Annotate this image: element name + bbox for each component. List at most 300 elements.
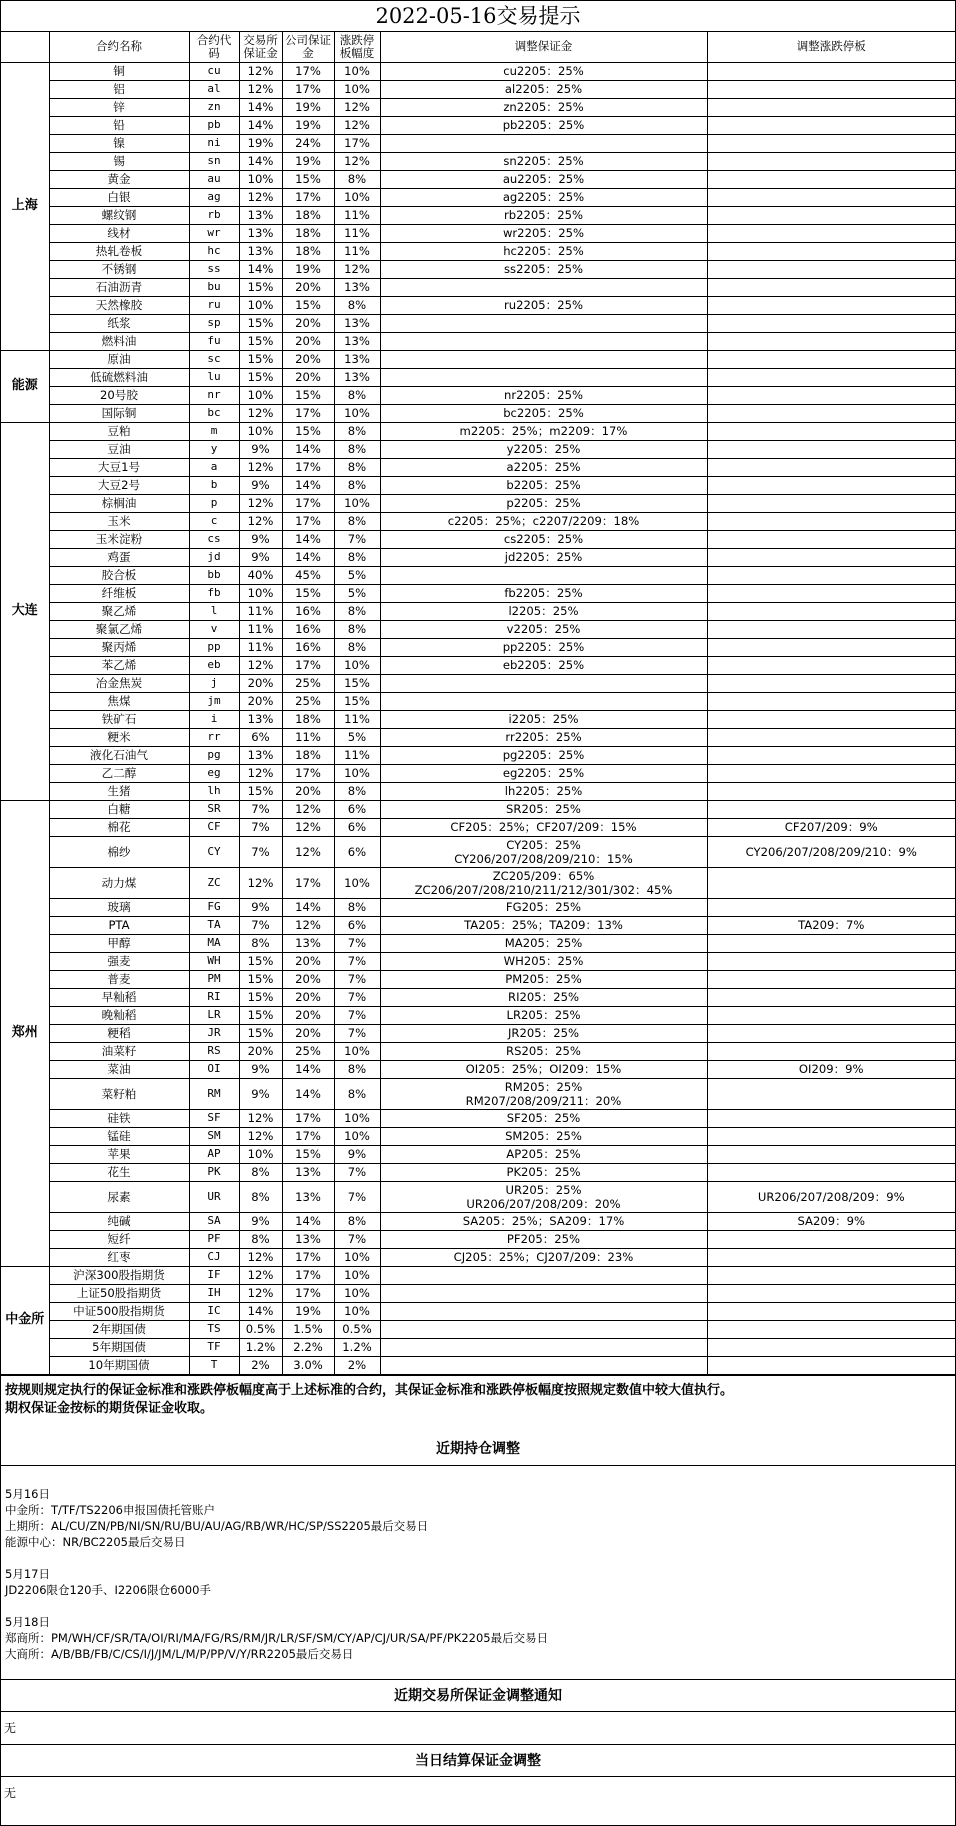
company-margin: 18% [282, 206, 334, 224]
contract-code: RM [189, 1078, 239, 1109]
exchange-margin: 19% [239, 134, 282, 152]
price-limit: 2% [334, 1356, 380, 1374]
table-row [1, 952, 955, 970]
table-row [1, 656, 955, 674]
adjusted-limit: UR206/207/208/209：9% [707, 1181, 955, 1212]
company-margin: 19% [282, 1302, 334, 1320]
contract-name: PTA [49, 916, 189, 934]
adjusted-margin: lh2205：25% [380, 782, 707, 800]
adjusted-margin [380, 1320, 707, 1338]
contract-name: 大豆2号 [49, 476, 189, 494]
company-margin: 18% [282, 224, 334, 242]
price-limit: 10% [334, 867, 380, 898]
exchange-margin: 12% [239, 1248, 282, 1266]
adjusted-limit [707, 988, 955, 1006]
cell-line: RM205：25% [504, 1079, 583, 1094]
adjusted-margin: zn2205：25% [380, 98, 707, 116]
settlement-margin-title: 当日结算保证金调整 [1, 1744, 955, 1777]
table-row [1, 224, 955, 242]
exchange-margin: 15% [239, 332, 282, 350]
contract-code: WH [189, 952, 239, 970]
table-row [1, 782, 955, 800]
adjusted-margin: SF205：25% [380, 1109, 707, 1127]
contract-name: 白银 [49, 188, 189, 206]
adjusted-limit [707, 350, 955, 368]
contract-code: UR [189, 1181, 239, 1212]
header-code: 合约代码 [189, 32, 239, 62]
company-margin: 12% [282, 836, 334, 867]
exchange-margin: 13% [239, 206, 282, 224]
contract-name: 聚氯乙烯 [49, 620, 189, 638]
exchange-margin: 12% [239, 1127, 282, 1145]
company-margin: 15% [282, 170, 334, 188]
contract-name: 中证500股指期货 [49, 1302, 189, 1320]
contract-code: jd [189, 548, 239, 566]
exchange-margin: 11% [239, 602, 282, 620]
adjusted-margin: rr2205：25% [380, 728, 707, 746]
price-limit: 8% [334, 620, 380, 638]
adjusted-limit [707, 746, 955, 764]
position-section-body [1, 1466, 955, 1679]
position-entry [5, 1566, 951, 1598]
adjusted-limit [707, 1302, 955, 1320]
company-margin: 20% [282, 278, 334, 296]
adjusted-margin: eg2205：25% [380, 764, 707, 782]
adjusted-limit [707, 1230, 955, 1248]
exchange-margin: 12% [239, 1109, 282, 1127]
contract-name: 镍 [49, 134, 189, 152]
contract-name: 甲醇 [49, 934, 189, 952]
price-limit: 13% [334, 314, 380, 332]
table-row [1, 836, 955, 867]
contract-name: 晚籼稻 [49, 1006, 189, 1024]
price-limit: 8% [334, 1060, 380, 1078]
company-margin: 13% [282, 934, 334, 952]
rule-note-line: 按规则规定执行的保证金标准和涨跌停板幅度高于上述标准的合约，其保证金标准和涨跌停板幅度按照规定数值中较大值执行。 [5, 1382, 734, 1398]
contract-code: v [189, 620, 239, 638]
adjusted-limit [707, 952, 955, 970]
price-limit: 15% [334, 692, 380, 710]
adjusted-limit [707, 368, 955, 386]
header-adjusted-margin: 调整保证金 [380, 32, 707, 62]
exchange-margin: 9% [239, 1212, 282, 1230]
table-row [1, 1356, 955, 1374]
contract-name: 白糖 [49, 800, 189, 818]
cell-line: ZC205/209：65% [492, 868, 595, 883]
table-row [1, 548, 955, 566]
price-limit: 10% [334, 404, 380, 422]
company-margin: 14% [282, 440, 334, 458]
price-limit: 11% [334, 242, 380, 260]
exchange-margin: 8% [239, 934, 282, 952]
price-limit: 8% [334, 386, 380, 404]
table-row [1, 988, 955, 1006]
table-row [1, 867, 955, 898]
price-limit: 10% [334, 1042, 380, 1060]
price-limit: 8% [334, 898, 380, 916]
adjusted-margin: MA205：25% [380, 934, 707, 952]
settlement-margin-body: 无 [4, 1785, 17, 1800]
contract-name: 纯碱 [49, 1212, 189, 1230]
exchange-margin: 13% [239, 242, 282, 260]
exchange-margin: 14% [239, 98, 282, 116]
adjusted-limit [707, 476, 955, 494]
adjusted-margin [380, 836, 707, 867]
adjusted-margin: TA205：25%；TA209：13% [380, 916, 707, 934]
contract-code: ss [189, 260, 239, 278]
company-margin: 2.2% [282, 1338, 334, 1356]
contract-code: al [189, 80, 239, 98]
adjusted-limit [707, 566, 955, 584]
contract-name: 10年期国债 [49, 1356, 189, 1374]
adjusted-limit [707, 1078, 955, 1109]
contract-code: fb [189, 584, 239, 602]
table-body [1, 62, 955, 1374]
contract-name: 尿素 [49, 1181, 189, 1212]
adjusted-limit [707, 898, 955, 916]
adjusted-limit [707, 728, 955, 746]
adjusted-margin: OI205：25%；OI209：15% [380, 1060, 707, 1078]
price-limit: 6% [334, 818, 380, 836]
company-margin: 14% [282, 1060, 334, 1078]
contract-code: lh [189, 782, 239, 800]
exchange-margin: 12% [239, 494, 282, 512]
exchange-margin: 12% [239, 404, 282, 422]
adjusted-limit [707, 80, 955, 98]
exchange-margin: 8% [239, 1163, 282, 1181]
adjusted-margin: PF205：25% [380, 1230, 707, 1248]
company-margin: 14% [282, 548, 334, 566]
adjusted-limit [707, 970, 955, 988]
exchange-margin: 10% [239, 170, 282, 188]
company-margin: 12% [282, 818, 334, 836]
contract-code: CY [189, 836, 239, 867]
exchange-margin: 15% [239, 278, 282, 296]
header-exchange-margin: 交易所保证金 [239, 32, 282, 62]
company-margin: 16% [282, 620, 334, 638]
adjusted-margin: PM205：25% [380, 970, 707, 988]
company-margin: 16% [282, 638, 334, 656]
company-margin: 17% [282, 1266, 334, 1284]
company-margin: 20% [282, 1006, 334, 1024]
contract-name: 20号胶 [49, 386, 189, 404]
table-row [1, 494, 955, 512]
price-limit: 7% [334, 1230, 380, 1248]
contract-name: 硅铁 [49, 1109, 189, 1127]
company-margin: 13% [282, 1181, 334, 1212]
adjusted-margin: CJ205：25%；CJ207/209：23% [380, 1248, 707, 1266]
exchange-margin: 15% [239, 1006, 282, 1024]
adjusted-limit: OI209：9% [707, 1060, 955, 1078]
adjusted-margin: AP205：25% [380, 1145, 707, 1163]
table-row [1, 620, 955, 638]
price-limit: 8% [334, 1212, 380, 1230]
adjusted-limit [707, 314, 955, 332]
table-row [1, 170, 955, 188]
price-limit: 10% [334, 1109, 380, 1127]
contract-name: 沪深300股指期货 [49, 1266, 189, 1284]
company-margin: 15% [282, 422, 334, 440]
price-limit: 10% [334, 494, 380, 512]
table-header-row [1, 32, 955, 62]
adjusted-limit: TA209：7% [707, 916, 955, 934]
contract-code: pg [189, 746, 239, 764]
adjusted-limit [707, 1145, 955, 1163]
price-limit: 8% [334, 638, 380, 656]
table-row [1, 512, 955, 530]
contract-code: LR [189, 1006, 239, 1024]
margin-notice-body: 无 [4, 1720, 17, 1735]
adjusted-limit: SA209：9% [707, 1212, 955, 1230]
company-margin: 17% [282, 764, 334, 782]
company-margin: 20% [282, 988, 334, 1006]
price-limit: 5% [334, 566, 380, 584]
contract-name: 焦煤 [49, 692, 189, 710]
table-row [1, 1302, 955, 1320]
table-row [1, 1145, 955, 1163]
contract-name: 纸浆 [49, 314, 189, 332]
exchange-margin: 9% [239, 476, 282, 494]
adjusted-margin: eb2205：25% [380, 656, 707, 674]
exchange-margin: 10% [239, 296, 282, 314]
contract-name: 红枣 [49, 1248, 189, 1266]
company-margin: 14% [282, 898, 334, 916]
cell-line: UR206/207/208/209：20% [466, 1196, 621, 1211]
price-limit: 7% [334, 1181, 380, 1212]
table-row [1, 1006, 955, 1024]
exchange-margin: 9% [239, 530, 282, 548]
price-limit: 7% [334, 1006, 380, 1024]
adjusted-limit [707, 584, 955, 602]
adjusted-limit [707, 782, 955, 800]
adjusted-limit [707, 296, 955, 314]
company-margin: 25% [282, 674, 334, 692]
contract-name: 聚乙烯 [49, 602, 189, 620]
price-limit: 10% [334, 188, 380, 206]
adjusted-limit [707, 206, 955, 224]
exchange-margin: 11% [239, 620, 282, 638]
exchange-margin: 40% [239, 566, 282, 584]
adjusted-limit [707, 1163, 955, 1181]
table-row [1, 1338, 955, 1356]
company-margin: 15% [282, 1145, 334, 1163]
price-limit: 8% [334, 422, 380, 440]
price-limit: 11% [334, 224, 380, 242]
contract-name: 冶金焦炭 [49, 674, 189, 692]
exchange-margin: 14% [239, 260, 282, 278]
price-limit: 6% [334, 836, 380, 867]
contract-code: eb [189, 656, 239, 674]
adjusted-limit [707, 1356, 955, 1374]
adjusted-margin: sn2205：25% [380, 152, 707, 170]
table-row [1, 458, 955, 476]
company-margin: 17% [282, 1284, 334, 1302]
contract-code: p [189, 494, 239, 512]
company-margin: 20% [282, 314, 334, 332]
table-row [1, 1060, 955, 1078]
adjusted-margin: i2205：25% [380, 710, 707, 728]
exchange-margin: 15% [239, 988, 282, 1006]
contract-code: sp [189, 314, 239, 332]
contract-table [1, 32, 955, 1375]
price-limit: 8% [334, 548, 380, 566]
contract-name: 鸡蛋 [49, 548, 189, 566]
price-limit: 7% [334, 970, 380, 988]
table-row [1, 1127, 955, 1145]
contract-name: 纤维板 [49, 584, 189, 602]
contract-name: 粳稻 [49, 1024, 189, 1042]
contract-name: 液化石油气 [49, 746, 189, 764]
table-row [1, 206, 955, 224]
exchange-margin: 12% [239, 656, 282, 674]
contract-name: 铜 [49, 62, 189, 80]
exchange-margin: 7% [239, 818, 282, 836]
price-limit: 13% [334, 350, 380, 368]
adjusted-margin: ag2205：25% [380, 188, 707, 206]
adjusted-margin [380, 674, 707, 692]
company-margin: 17% [282, 494, 334, 512]
contract-code: jm [189, 692, 239, 710]
price-limit: 5% [334, 584, 380, 602]
price-limit: 10% [334, 1248, 380, 1266]
price-limit: 11% [334, 746, 380, 764]
contract-code: ni [189, 134, 239, 152]
adjusted-margin: m2205：25%；m2209：17% [380, 422, 707, 440]
contract-name: 锰硅 [49, 1127, 189, 1145]
adjusted-margin: b2205：25% [380, 476, 707, 494]
adjusted-margin [380, 1266, 707, 1284]
company-margin: 15% [282, 386, 334, 404]
exchange-margin: 1.2% [239, 1338, 282, 1356]
exchange-margin: 13% [239, 224, 282, 242]
adjusted-margin: ss2205：25% [380, 260, 707, 278]
contract-code: eg [189, 764, 239, 782]
table-row [1, 242, 955, 260]
contract-code: y [189, 440, 239, 458]
company-margin: 25% [282, 1042, 334, 1060]
price-limit: 8% [334, 458, 380, 476]
contract-name: 苹果 [49, 1145, 189, 1163]
adjusted-limit [707, 98, 955, 116]
contract-name: 菜籽粕 [49, 1078, 189, 1109]
table-row [1, 674, 955, 692]
adjusted-margin: cs2205：25% [380, 530, 707, 548]
adjusted-margin [380, 1356, 707, 1374]
table-row [1, 1248, 955, 1266]
adjusted-limit [707, 1320, 955, 1338]
price-limit: 8% [334, 476, 380, 494]
contract-code: PM [189, 970, 239, 988]
adjusted-margin: fb2205：25% [380, 584, 707, 602]
adjusted-limit [707, 800, 955, 818]
company-margin: 14% [282, 1212, 334, 1230]
adjusted-limit [707, 548, 955, 566]
contract-code: SF [189, 1109, 239, 1127]
adjusted-margin: WH205：25% [380, 952, 707, 970]
exchange-margin: 12% [239, 62, 282, 80]
exchange-margin: 15% [239, 350, 282, 368]
contract-code: AP [189, 1145, 239, 1163]
exchange-cell: 中金所 [1, 1266, 49, 1374]
adjusted-margin: a2205：25% [380, 458, 707, 476]
exchange-margin: 10% [239, 386, 282, 404]
exchange-margin: 11% [239, 638, 282, 656]
table-row [1, 692, 955, 710]
table-row [1, 916, 955, 934]
contract-code: rr [189, 728, 239, 746]
exchange-margin: 10% [239, 1145, 282, 1163]
contract-name: 短纤 [49, 1230, 189, 1248]
adjusted-limit [707, 440, 955, 458]
price-limit: 13% [334, 278, 380, 296]
contract-code: TS [189, 1320, 239, 1338]
adjusted-margin: cu2205：25% [380, 62, 707, 80]
position-entry-line: 中金所：T/TF/TS2206申报国债托管账户 [5, 1502, 216, 1517]
contract-code: au [189, 170, 239, 188]
adjusted-limit [707, 710, 955, 728]
adjusted-margin: pb2205：25% [380, 116, 707, 134]
adjusted-margin: y2205：25% [380, 440, 707, 458]
contract-name: 国际铜 [49, 404, 189, 422]
table-row [1, 62, 955, 80]
contract-code: a [189, 458, 239, 476]
contract-name: 原油 [49, 350, 189, 368]
contract-code: CF [189, 818, 239, 836]
exchange-margin: 14% [239, 152, 282, 170]
adjusted-margin [380, 692, 707, 710]
contract-code: TA [189, 916, 239, 934]
exchange-margin: 12% [239, 188, 282, 206]
company-margin: 17% [282, 404, 334, 422]
adjusted-margin [380, 867, 707, 898]
contract-code: zn [189, 98, 239, 116]
table-row [1, 1320, 955, 1338]
contract-name: 玻璃 [49, 898, 189, 916]
table-row [1, 1109, 955, 1127]
contract-code: sn [189, 152, 239, 170]
contract-code: bu [189, 278, 239, 296]
adjusted-limit [707, 152, 955, 170]
adjusted-margin: bc2205：25% [380, 404, 707, 422]
exchange-margin: 6% [239, 728, 282, 746]
price-limit: 7% [334, 934, 380, 952]
contract-name: 上证50股指期货 [49, 1284, 189, 1302]
exchange-margin: 20% [239, 674, 282, 692]
price-limit: 5% [334, 728, 380, 746]
cell-line: ZC206/207/208/210/211/212/301/302：45% [414, 882, 673, 897]
adjusted-limit [707, 1338, 955, 1356]
table-row [1, 818, 955, 836]
adjusted-limit [707, 386, 955, 404]
table-row [1, 934, 955, 952]
contract-name: 粳米 [49, 728, 189, 746]
company-margin: 17% [282, 512, 334, 530]
exchange-margin: 9% [239, 440, 282, 458]
company-margin: 17% [282, 188, 334, 206]
position-entry-line: 大商所：A/B/BB/FB/C/CS/I/J/JM/L/M/P/PP/V/Y/RR2205最后交易日 [5, 1646, 354, 1661]
company-margin: 20% [282, 332, 334, 350]
adjusted-limit [707, 1284, 955, 1302]
table-row [1, 98, 955, 116]
table-row [1, 584, 955, 602]
company-margin: 17% [282, 458, 334, 476]
adjusted-margin: ru2205：25% [380, 296, 707, 314]
adjusted-margin: RI205：25% [380, 988, 707, 1006]
company-margin: 17% [282, 1127, 334, 1145]
adjusted-margin: nr2205：25% [380, 386, 707, 404]
price-limit: 7% [334, 988, 380, 1006]
adjusted-limit [707, 934, 955, 952]
